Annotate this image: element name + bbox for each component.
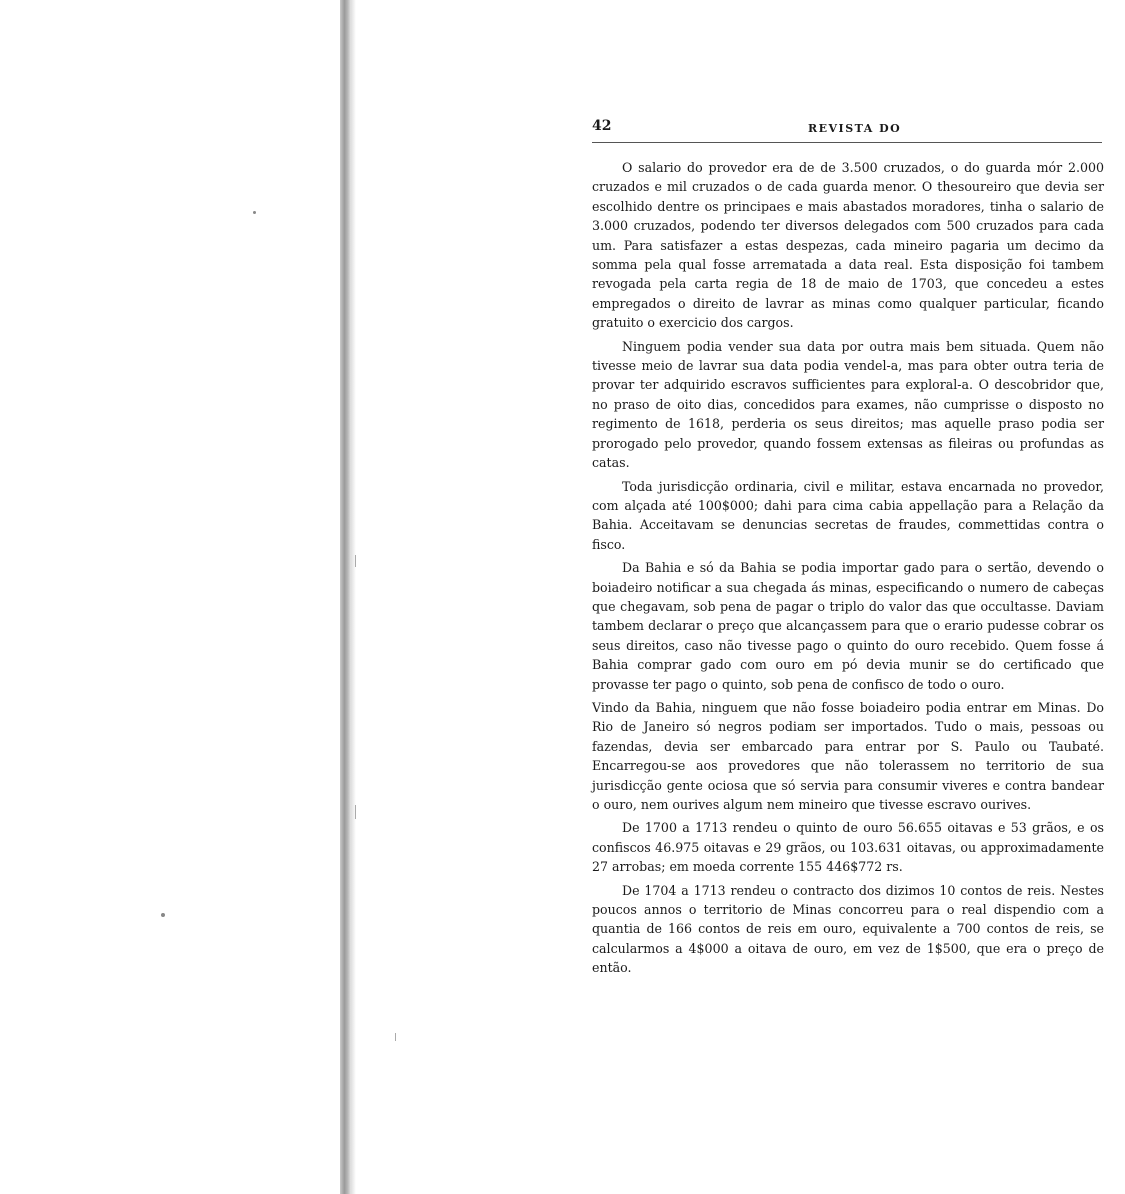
paragraph: O salario do provedor era de de 3.500 cruzados, o do guarda mór 2.000 cruzados e mil cruzados o de cada guarda menor. O thesoureiro que devia ser escolhido dentre os principaes e mais abastados moradores, tinha o salario de 3.000 cruzados, podendo ter diversos delegados com 500 cruzados para cada um. Para satisfazer a estas despezas, cada mineiro pagaria um decimo da somma pela qual fosse arrematada a data real. Esta disposição foi tambem revogada pela carta regia de 18 de maio de 1703, que concedeu a estes empregados o direito de lavrar as minas como qualquer particular, ficando gratuito o exercicio dos cargos. xyxy=(592,160,1104,331)
scan-tick xyxy=(355,805,356,819)
scan-tick xyxy=(395,1033,396,1041)
scan-speck xyxy=(161,913,165,917)
running-title: REVISTA DO xyxy=(808,122,902,135)
page-header xyxy=(592,118,1104,140)
paragraph: De 1704 a 1713 rendeu o contracto dos dizimos 10 contos de reis. Nestes poucos annos o territorio de Minas concorreu para o real dispendio com a quantia de 166 contos de reis em ouro, equivalente a 700 contos de reis, se calcularmos a 4$000 a oitava de ouro, em vez de 1$500, que era o preço de então. xyxy=(592,882,1104,976)
body-text xyxy=(592,158,1104,982)
paragraph: Da Bahia e só da Bahia se podia importar gado para o sertão, devendo o boiadeiro notificar a sua chegada ás minas, especificando o numero de cabeças que chegavam, sob pena de pagar o triplo do valor das que occultasse. Daviam tambem declarar o preço que alcançassem para que o erario pudesse cobrar os seus direitos, caso não tivesse pago o quinto do ouro recebido. Quem fosse á Bahia comprar gado com ouro em pó devia munir se do certificado que provasse ter pago o quinto, sob pena de confisco de todo o ouro. xyxy=(592,560,1104,692)
paragraph: Vindo da Bahia, ninguem que não fosse boiadeiro podia entrar em Minas. Do Rio de Janeiro só negros podiam ser importados. Tudo o mais, pessoas ou fazendas, devia ser embarcado para entrar por S. Paulo ou Taubaté. Encarregou-se aos provedores que não tolerassem no territorio de sua jurisdicção gente ociosa que só servia para consumir viveres e contra bandear o ouro, nem ourives algum nem mineiro que tivesse escravo ourives. xyxy=(592,699,1104,812)
page-number: 42 xyxy=(592,118,612,134)
header-rule xyxy=(592,142,1102,143)
book-spine xyxy=(340,0,351,1194)
spine-shadow xyxy=(351,0,356,1194)
scan-tick xyxy=(355,555,356,567)
paragraph: De 1700 a 1713 rendeu o quinto de ouro 56.655 oitavas e 53 grãos, e os confiscos 46.975 oitavas e 29 grãos, ou 103.631 oitavas, ou approximadamente 27 arrobas; em moeda corrente 155 446$772 rs. xyxy=(592,820,1104,875)
scan-speck xyxy=(253,211,256,214)
paragraph: Toda jurisdicção ordinaria, civil e militar, estava encarnada no provedor, com alçada até 100$000; dahi para cima cabia appellação para a Relação da Bahia. Acceitavam se denuncias secretas de fraudes, commettidas contra o fisco. xyxy=(592,478,1104,552)
paragraph: Ninguem podia vender sua data por outra mais bem situada. Quem não tivesse meio de lavrar sua data podia vendel-a, mas para obter outra teria de provar ter adquirido escravos sufficientes para exploral-a. O descobridor que, no praso de oito dias, concedidos para exames, não cumprisse o disposto no regimento de 1618, perderia os seus direitos; mas aquelle praso podia ser prorogado pelo provedor, quando fossem extensas as fileiras ou profundas as catas. xyxy=(592,338,1104,471)
